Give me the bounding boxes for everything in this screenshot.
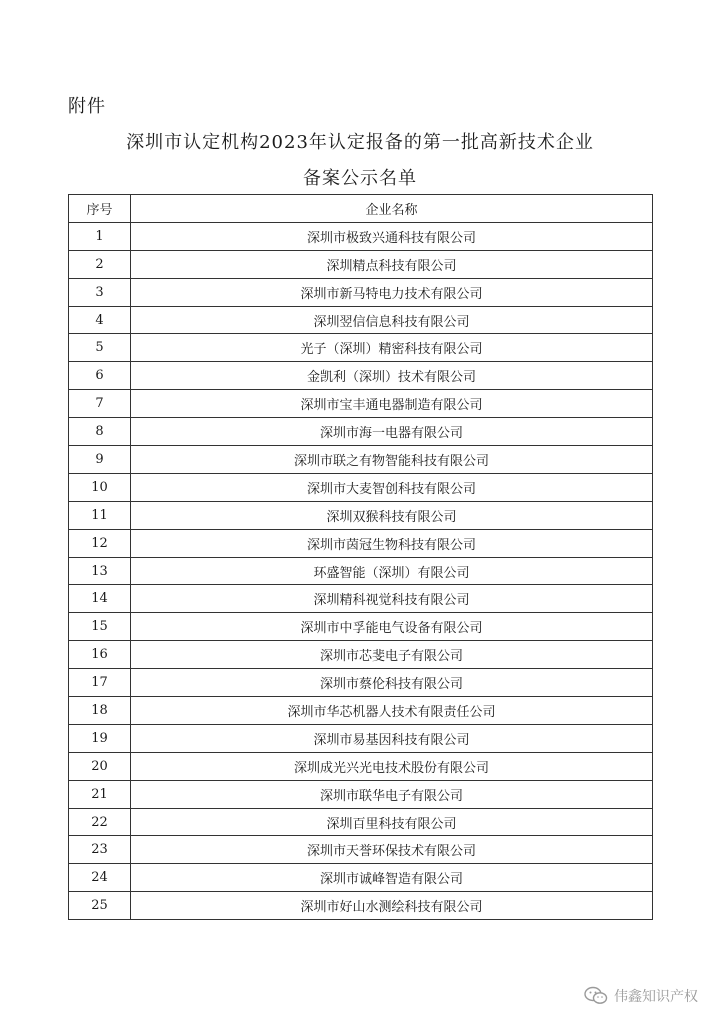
table-row — [69, 613, 653, 641]
serial-cell: 12 — [69, 529, 131, 557]
company-name-cell: 深圳市海一电器有限公司 — [131, 418, 653, 446]
company-name-cell: 深圳市新马特电力技术有限公司 — [131, 278, 653, 306]
document-subtitle: 备案公示名单 — [303, 168, 417, 189]
company-name-cell: 深圳市好山水测绘科技有限公司 — [131, 892, 653, 920]
serial-cell: 24 — [69, 864, 131, 892]
serial-cell: 1 — [69, 222, 131, 250]
company-name-cell: 深圳百里科技有限公司 — [131, 808, 653, 836]
serial-cell: 17 — [69, 669, 131, 697]
company-name-cell: 深圳成光兴光电技术股份有限公司 — [131, 752, 653, 780]
table-row — [69, 334, 653, 362]
company-name-cell: 深圳市天誉环保技术有限公司 — [131, 836, 653, 864]
table-row — [69, 697, 653, 725]
serial-cell: 14 — [69, 585, 131, 613]
company-name-cell: 光子（深圳）精密科技有限公司 — [131, 334, 653, 362]
serial-cell: 19 — [69, 724, 131, 752]
serial-cell: 8 — [69, 418, 131, 446]
company-name-cell: 深圳市联华电子有限公司 — [131, 780, 653, 808]
table-row — [69, 529, 653, 557]
table-row — [69, 222, 653, 250]
company-name-cell: 深圳市诚峰智造有限公司 — [131, 864, 653, 892]
table-row — [69, 473, 653, 501]
company-name-cell: 深圳市极致兴通科技有限公司 — [131, 222, 653, 250]
serial-cell: 20 — [69, 752, 131, 780]
table-row — [69, 306, 653, 334]
table-row — [69, 585, 653, 613]
company-name-cell: 深圳市大麦智创科技有限公司 — [131, 473, 653, 501]
watermark-text: 伟鑫知识产权 — [614, 989, 698, 1005]
serial-cell: 7 — [69, 390, 131, 418]
serial-cell: 10 — [69, 473, 131, 501]
table-row — [69, 724, 653, 752]
table-body — [69, 222, 653, 919]
serial-cell: 4 — [69, 306, 131, 334]
company-name-cell: 深圳双猴科技有限公司 — [131, 501, 653, 529]
table-header-row — [69, 195, 653, 223]
serial-cell: 13 — [69, 557, 131, 585]
company-name-cell: 深圳市宝丰通电器制造有限公司 — [131, 390, 653, 418]
serial-cell: 23 — [69, 836, 131, 864]
table-row — [69, 836, 653, 864]
company-name-cell: 深圳市华芯机器人技术有限责任公司 — [131, 697, 653, 725]
table-row — [69, 278, 653, 306]
table-row — [69, 501, 653, 529]
company-name-cell: 深圳翌信信息科技有限公司 — [131, 306, 653, 334]
wechat-icon — [584, 986, 608, 1006]
watermark — [584, 986, 698, 1006]
company-name-cell: 金凯利（深圳）技术有限公司 — [131, 362, 653, 390]
table-row — [69, 780, 653, 808]
company-name-cell: 深圳精点科技有限公司 — [131, 250, 653, 278]
table-row — [69, 390, 653, 418]
table-row — [69, 864, 653, 892]
company-name-cell: 深圳市芯斐电子有限公司 — [131, 641, 653, 669]
serial-cell: 5 — [69, 334, 131, 362]
company-name-cell: 深圳市蔡伦科技有限公司 — [131, 669, 653, 697]
serial-cell: 3 — [69, 278, 131, 306]
serial-cell: 22 — [69, 808, 131, 836]
table-row — [69, 752, 653, 780]
serial-cell: 25 — [69, 892, 131, 920]
table-row — [69, 418, 653, 446]
table-row — [69, 641, 653, 669]
company-name-cell: 深圳市中孚能电气设备有限公司 — [131, 613, 653, 641]
table-row — [69, 446, 653, 474]
table-row — [69, 250, 653, 278]
serial-cell: 9 — [69, 446, 131, 474]
document-title: 深圳市认定机构2023年认定报备的第一批高新技术企业 — [126, 132, 594, 153]
company-name-cell: 深圳市联之有物智能科技有限公司 — [131, 446, 653, 474]
table-row — [69, 892, 653, 920]
company-table — [68, 194, 653, 920]
serial-cell: 16 — [69, 641, 131, 669]
table-row — [69, 362, 653, 390]
table-row — [69, 557, 653, 585]
serial-cell: 2 — [69, 250, 131, 278]
company-name-cell: 深圳精科视觉科技有限公司 — [131, 585, 653, 613]
table-row — [69, 669, 653, 697]
serial-cell: 11 — [69, 501, 131, 529]
serial-cell: 21 — [69, 780, 131, 808]
header-serial: 序号 — [69, 195, 131, 223]
company-name-cell: 深圳市易基因科技有限公司 — [131, 724, 653, 752]
serial-cell: 6 — [69, 362, 131, 390]
table-row — [69, 808, 653, 836]
serial-cell: 18 — [69, 697, 131, 725]
company-name-cell: 深圳市茵冠生物科技有限公司 — [131, 529, 653, 557]
serial-cell: 15 — [69, 613, 131, 641]
header-company-name: 企业名称 — [131, 195, 653, 223]
company-name-cell: 环盛智能（深圳）有限公司 — [131, 557, 653, 585]
attachment-label: 附件 — [68, 96, 106, 117]
